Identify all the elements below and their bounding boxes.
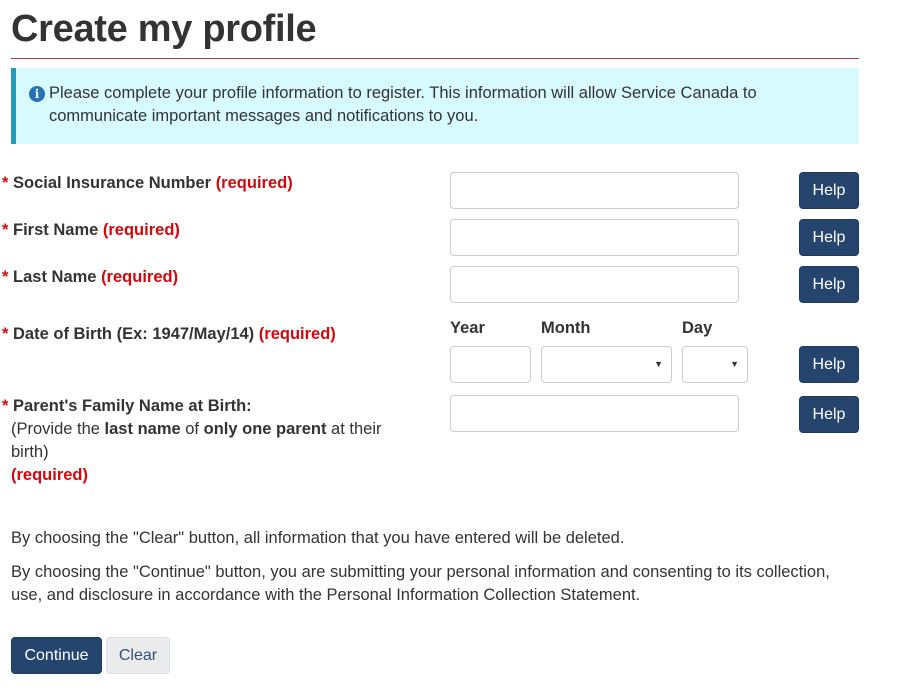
dob-help-button[interactable]: Help <box>799 346 859 383</box>
info-text: Please complete your profile information to register. This information will allow Service Canada to communicate important messages and notifications to you. <box>49 84 757 125</box>
continue-button[interactable]: Continue <box>11 637 102 674</box>
day-select[interactable] <box>682 346 748 383</box>
required-star: * <box>2 268 9 286</box>
title-divider <box>11 58 859 59</box>
required-text: (required) <box>11 466 89 484</box>
required-star: * <box>2 221 9 239</box>
chevron-down-icon: ▼ <box>654 359 663 369</box>
month-label: Month <box>541 319 591 337</box>
sin-label <box>2 172 293 195</box>
last-name-help-button[interactable]: Help <box>799 266 859 303</box>
parent-name-hint: (Provide the last name of only one parent at their birth) <box>11 420 382 461</box>
parent-name-label <box>2 395 402 487</box>
last-name-label-text: Last Name <box>13 268 97 286</box>
dob-label <box>2 323 336 346</box>
parent-name-help-button[interactable]: Help <box>799 396 859 433</box>
clear-button[interactable]: Clear <box>106 637 170 674</box>
sin-input[interactable] <box>450 172 739 209</box>
required-star: * <box>2 174 9 192</box>
required-text: (required) <box>102 221 180 239</box>
first-name-input[interactable] <box>450 219 739 256</box>
last-name-input[interactable] <box>450 266 739 303</box>
year-label: Year <box>450 319 485 337</box>
parent-name-label-text: Parent's Family Name at Birth: <box>13 397 252 415</box>
year-input[interactable] <box>450 346 531 383</box>
first-name-label-text: First Name <box>13 221 99 239</box>
required-star: * <box>2 397 9 415</box>
last-name-label <box>2 266 178 289</box>
parent-name-input[interactable] <box>450 395 739 432</box>
sin-help-button[interactable]: Help <box>799 172 859 209</box>
first-name-help-button[interactable]: Help <box>799 219 859 256</box>
first-name-label <box>2 219 180 242</box>
required-text: (required) <box>101 268 179 286</box>
clear-note: By choosing the "Clear" button, all information that you have entered will be deleted. <box>11 529 625 547</box>
day-label: Day <box>682 319 713 337</box>
info-circle-icon: i <box>29 86 45 102</box>
info-alert <box>11 68 859 144</box>
page-title: Create my profile <box>11 8 317 50</box>
dob-label-text: Date of Birth (Ex: 1947/May/14) <box>13 325 255 343</box>
required-star: * <box>2 325 9 343</box>
required-text: (required) <box>215 174 293 192</box>
continue-note: By choosing the "Continue" button, you are submitting your personal information and consenting to its collection, use, and disclosure in accordance with the Personal Information Collection Statement. <box>11 563 830 604</box>
sin-label-text: Social Insurance Number <box>13 174 212 192</box>
chevron-down-icon: ▼ <box>730 359 739 369</box>
month-select[interactable] <box>541 346 672 383</box>
required-text: (required) <box>258 325 336 343</box>
